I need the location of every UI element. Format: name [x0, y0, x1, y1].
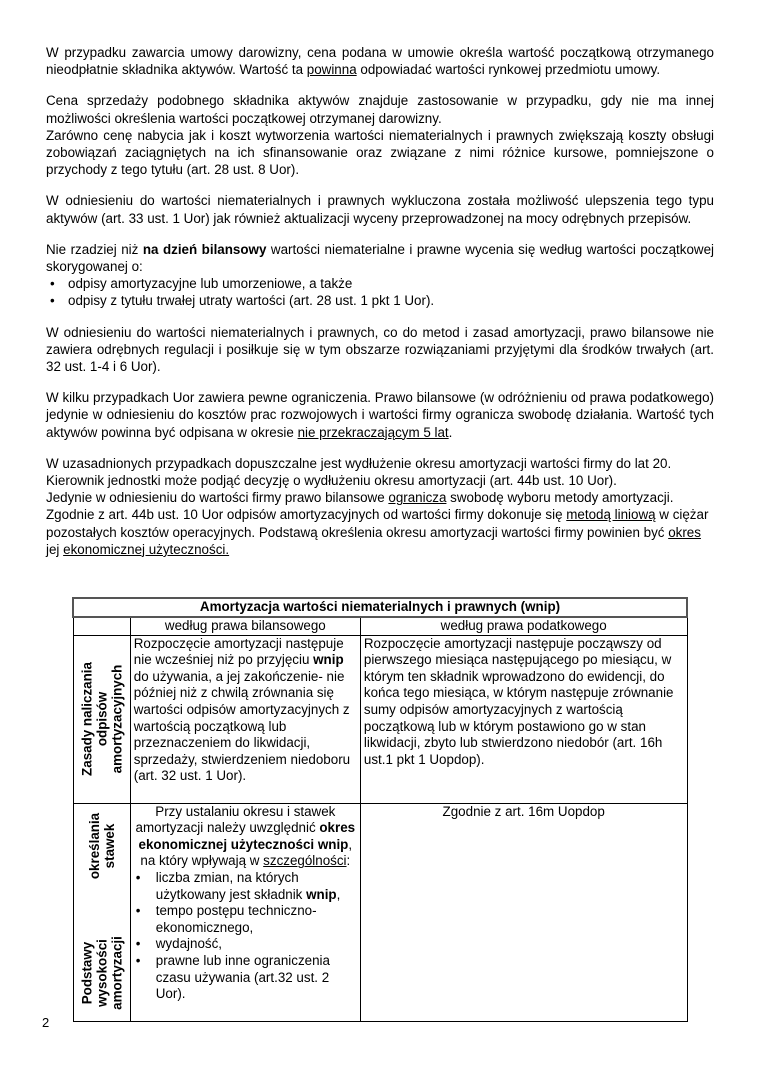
header-podatek: według prawa podatkowego — [360, 617, 687, 635]
table-title-row — [73, 598, 687, 617]
paragraph-text: odpowiadać wartości rynkowej przedmiotu umowy. — [356, 62, 661, 78]
cell-text: Przy ustalaniu okresu i stawek amortyzacji należy uwzględnić — [135, 803, 336, 836]
cell-text: liczba zmian, na których użytkowany jest składnik — [155, 869, 307, 902]
body-text — [46, 44, 714, 558]
bold-text: wnip — [306, 886, 337, 902]
row-label-vertical — [79, 662, 124, 776]
paragraph-text: Nie rzadziej niż — [46, 241, 143, 257]
list-item: • odpisy amortyzacyjne lub umorzeniowe, a także — [46, 275, 714, 292]
paragraph-donation — [46, 44, 714, 78]
title-abbr: wnip — [525, 599, 556, 614]
header-bilans: według prawa bilansowego — [130, 617, 360, 635]
table-header-row — [73, 617, 687, 635]
title-text: ) — [555, 599, 561, 614]
cell-text: , — [336, 886, 341, 902]
paragraph-acquisition-cost: Zarówno cenę nabycia jak i koszt wytworzenia wartości niematerialnych i prawnych zwiększają koszty obsługi zobowiązań zaciągniętych na ich sfinansowanie oraz związane z nimi różnice kursowe, pomniejszone o przychody z tego tytułu (art. 28 ust. 8 Uor). — [46, 127, 714, 178]
underline-text: szczególności — [263, 853, 347, 869]
usefulness-underline: ekonomicznej użyteczności. — [63, 541, 230, 557]
paragraph-text: Zgodnie z art. 44b ust. 10 Uor odpisów amortyzacyjnych od wartości firmy dokonuje się — [46, 507, 567, 523]
paragraph-sale-price: Cena sprzedaży podobnego składnika aktywów znajduje zastosowanie w przypadku, gdy nie ma innej możliwości określenia wartości początkowej otrzymanej darowizny. — [46, 93, 714, 126]
paragraph-text: jej — [46, 541, 64, 557]
label-line: stawek — [101, 823, 117, 868]
paragraph-linear-method — [46, 506, 714, 558]
page-number: 2 — [42, 1015, 50, 1030]
bold-text: okres ekonomicznej użyteczności wnip — [138, 820, 356, 852]
linear-method-underline: metodą liniową — [566, 507, 656, 523]
paragraph-text: Jedynie w odniesieniu do wartości firmy prawo bilansowe — [46, 490, 389, 506]
ogranicza-underline: ogranicza — [388, 490, 447, 506]
paragraph-text: swobodę wyboru metody amortyzacji. — [446, 490, 674, 506]
title-text: Amortyzacja wartości niematerialnych i prawnych ( — [199, 599, 526, 614]
paragraph-goodwill-method — [46, 489, 714, 506]
list-item: • odpisy z tytułu trwałej utraty wartości (art. 28 ust. 1 pkt 1 Uor). — [46, 292, 714, 309]
list-item: • prawne lub inne ograniczenia czasu używania (art.32 ust. 2 Uor). — [134, 953, 357, 1003]
label-vertical — [87, 812, 117, 878]
bold-text: wnip — [313, 652, 344, 668]
label-line: amortyzacyjnych — [109, 664, 125, 774]
paragraph-extension: W uzasadnionych przypadkach dopuszczalne jest wydłużenie okresu amortyzacji wartości firmy do lat 20. Kierownik jednostki może podjąć decyzję o wydłużeniu okresu amortyzacji (art. 44b ust. 10 Uor). — [46, 455, 672, 489]
row-label-bottom — [74, 925, 130, 1021]
row-label-cell — [73, 803, 130, 1021]
five-years-underline: nie przekraczającym 5 lat — [297, 424, 449, 440]
cell-text: , na który wpływają w — [140, 836, 353, 869]
amortization-table — [72, 597, 688, 1022]
label-line: Podstawy — [79, 941, 94, 1004]
table-title — [73, 598, 687, 617]
paragraph-text: W przypadku zawarcia umowy darowizny, cena podana w umowie określa wartość początkową otrzymanego nieodpłatnie składnika aktywów. Wartość ta — [46, 45, 714, 78]
cell-podatek: Rozpoczęcie amortyzacji następuje począwszy od pierwszego miesiąca następującego po miesiącu, w którym ten składnik wprowadzono do ewidencji, do końca tego miesiąca, w którym następuje zrównanie sumy odpisów amortyzacyjnych z wartością początkową lub w którym postawiono go w stan likwidacji, zbyto lub stwierdzono niedobór (art. 16h ust.1 pkt 1 Uopdop). — [360, 635, 687, 803]
label-line: Zasady naliczania — [79, 662, 95, 777]
label-vertical — [79, 936, 124, 1010]
list-item: • wydajność, — [134, 936, 357, 953]
paragraph-methods: W odniesieniu do wartości niematerialnych i prawnych, co do metod i zasad amortyzacji, prawo bilansowe nie zawiera odrębnych regulacji i posiłkuje się w tym obszarze rozwiązaniami przyjętymi dla środków trwałych (art. 32 ust. 1-4 i 6 Uor). — [46, 324, 714, 375]
row-label-cell — [73, 635, 130, 803]
label-line: wysokości — [94, 938, 109, 1007]
cell-bilans — [130, 803, 360, 1021]
paragraph-no-improvement: W odniesieniu do wartości niematerialnych i prawnych wykluczona została możliwość ulepszenia tego typu aktywów (art. 33 ust. 1 Uor) jak również aktualizacji wyceny przeprowadzonej na mocy odrębnych przepisów. — [46, 193, 714, 226]
powinna-underline: powinna — [306, 62, 357, 78]
table — [72, 597, 688, 1022]
paragraph-text: . — [448, 424, 453, 440]
label-line: odpisów — [94, 691, 110, 747]
paragraph-limitations — [46, 389, 714, 441]
table-row — [73, 803, 687, 1021]
cell-podatek: Zgodnie z art. 16m Uopdop — [360, 803, 687, 1021]
paragraph-balance-date — [46, 241, 714, 275]
bullet-list — [46, 275, 714, 309]
cell-text: Rozpoczęcie amortyzacji następuje nie wcześniej niż po przyjęciu — [133, 635, 344, 668]
label-line: amortyzacji — [109, 935, 124, 1010]
bold-text: na dzień bilansowy — [142, 241, 267, 257]
cell-text: : — [346, 853, 351, 869]
cell-text: do używania, a jej zakończenie- nie później niż z chwilą zrównania się wartości odpisów amortyzacyjnych z wartością początkową lub przeznaczeniem do likwidacji, sprzedaży, stwierdzeniem niedoboru (art. 32 ust. 1 Uor). — [133, 668, 351, 784]
list-item — [134, 870, 357, 903]
factors-list — [134, 870, 357, 1003]
cell-bilans — [130, 635, 360, 803]
header-empty-cell — [73, 617, 130, 635]
table-row — [73, 635, 687, 803]
okres-underline: okres — [668, 524, 701, 540]
paragraph-text: wartości niematerialne i prawne wycenia się według wartości początkowej skorygowanej o: — [46, 241, 714, 275]
paragraph-text: w ciężar pozostałych kosztów operacyjnych. Podstawą określenia okresu amortyzacji wartości firmy powinien być — [46, 507, 709, 540]
list-item: • tempo postępu techniczno-ekonomicznego, — [134, 903, 357, 936]
label-line: określania — [86, 812, 102, 879]
paragraph-text: W kilku przypadkach Uor zawiera pewne ograniczenia. Prawo bilansowe (w odróżnieniu od prawa podatkowego) jedynie w odniesieniu do kosztów prac rozwojowych i wartości firmy ogranicza swobodę działania. Wartość tych aktywów powinna być odpisana w okresie — [46, 390, 714, 440]
cell-intro — [134, 804, 357, 870]
row-label-top — [74, 804, 130, 888]
